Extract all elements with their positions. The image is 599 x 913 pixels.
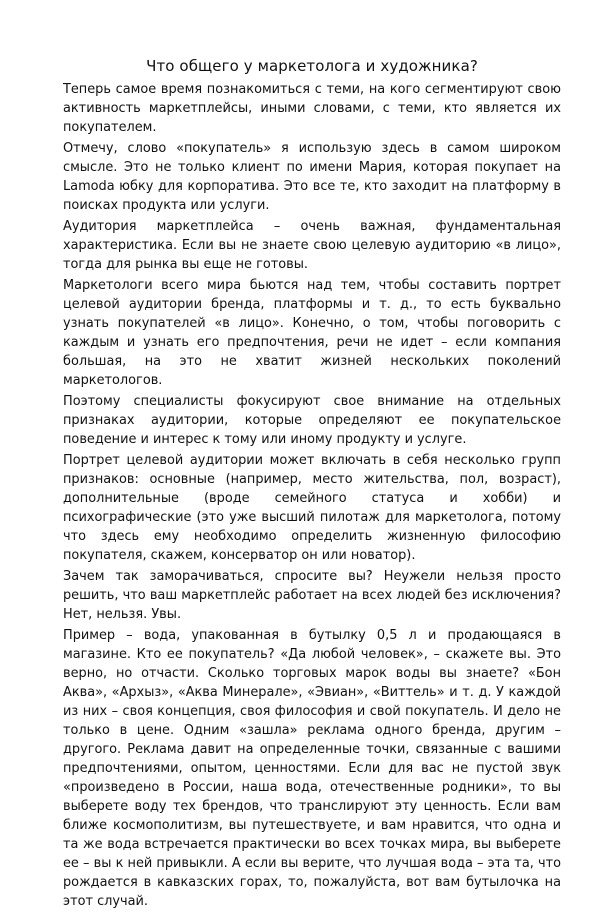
document-page — [63, 56, 561, 913]
paragraph-7: Зачем так заморачиваться, спросите вы? Неужели нельзя просто решить, что ваш маркетплейс работает на всех людей без исключения? Нет, нельзя. Увы. — [63, 569, 561, 622]
paragraph-4: Маркетологи всего мира бьются над тем, чтобы составить портрет целевой аудитории бренда, платформы и т. д., то есть буквально узнать покупателей «в лицо». Конечно, о том, чтобы поговорить с каждым и узнать его предпочтения, речи не идет – если компания большая, на это не хватит жизней нескольких поколений маркетологов. — [63, 278, 561, 388]
paragraph-5: Поэтому специалисты фокусируют свое внимание на отдельных признаках аудитории, которые определяют ее покупательское поведение и интерес к тому или иному продукту и услуге. — [63, 394, 561, 447]
paragraph-6: Портрет целевой аудитории может включать в себя несколько групп признаков: основные (например, место жительства, пол, возраст), дополнительные (вроде семейного статуса и хобби) и психографические (это уже высший пилотаж для маркетолога, потому что здесь ему необходимо определить жизненную философию покупателя, скажем, консерватор он или новатор). — [63, 453, 561, 563]
paragraph-3: Аудитория маркетплейса – очень важная, фундаментальная характеристика. Если вы не знаете свою целевую аудиторию «в лицо», тогда для рынка вы еще не готовы. — [63, 219, 561, 272]
paragraph-8: Пример – вода, упакованная в бутылку 0,5 л и продающаяся в магазине. Кто ее покупатель? «Да любой человек», – скажете вы. Это верно, но отчасти. Сколько торговых марок воды вы знаете? «Бон Аква», «Архыз», «Аква Минерале», «Эвиан», «Виттель» и т. д. У каждой из них – своя концепция, своя философия и свой покупатель. И дело не только в цене. Одним «зашла» реклама одного бренда, другим – другого. Реклама давит на определенные точки, связанные с вашими предпочтениями, опытом, ценностями. Если для вас не пустой звук «произведено в России, наша вода, отечественные родники», то вы выберете воду тех брендов, что транслируют эту ценность. Если вам ближе космополитизм, вы путешествуете, и вам нравится, что одна и та же вода встречается практически во всех точках мира, вы выберете ее – вы к ней привыкли. А если вы верите, что лучшая вода – эта та, что рождается в кавказских горах, то, пожалуйста, вот вам бутылочка на этот случай. — [63, 628, 561, 909]
page-title: Что общего у маркетолога и художника? — [146, 57, 478, 75]
paragraph-2: Отмечу, слово «покупатель» я использую здесь в самом широком смысле. Это не только клиент по имени Мария, которая покупает на Lamoda юбку для корпоратива. Это все те, кто заходит на платформу в поисках продукта или услуги. — [63, 141, 561, 213]
paragraph-1: Теперь самое время познакомиться с теми, на кого сегментируют свою активность маркетплейсы, иными словами, с теми, кто является их покупателем. — [63, 82, 561, 135]
